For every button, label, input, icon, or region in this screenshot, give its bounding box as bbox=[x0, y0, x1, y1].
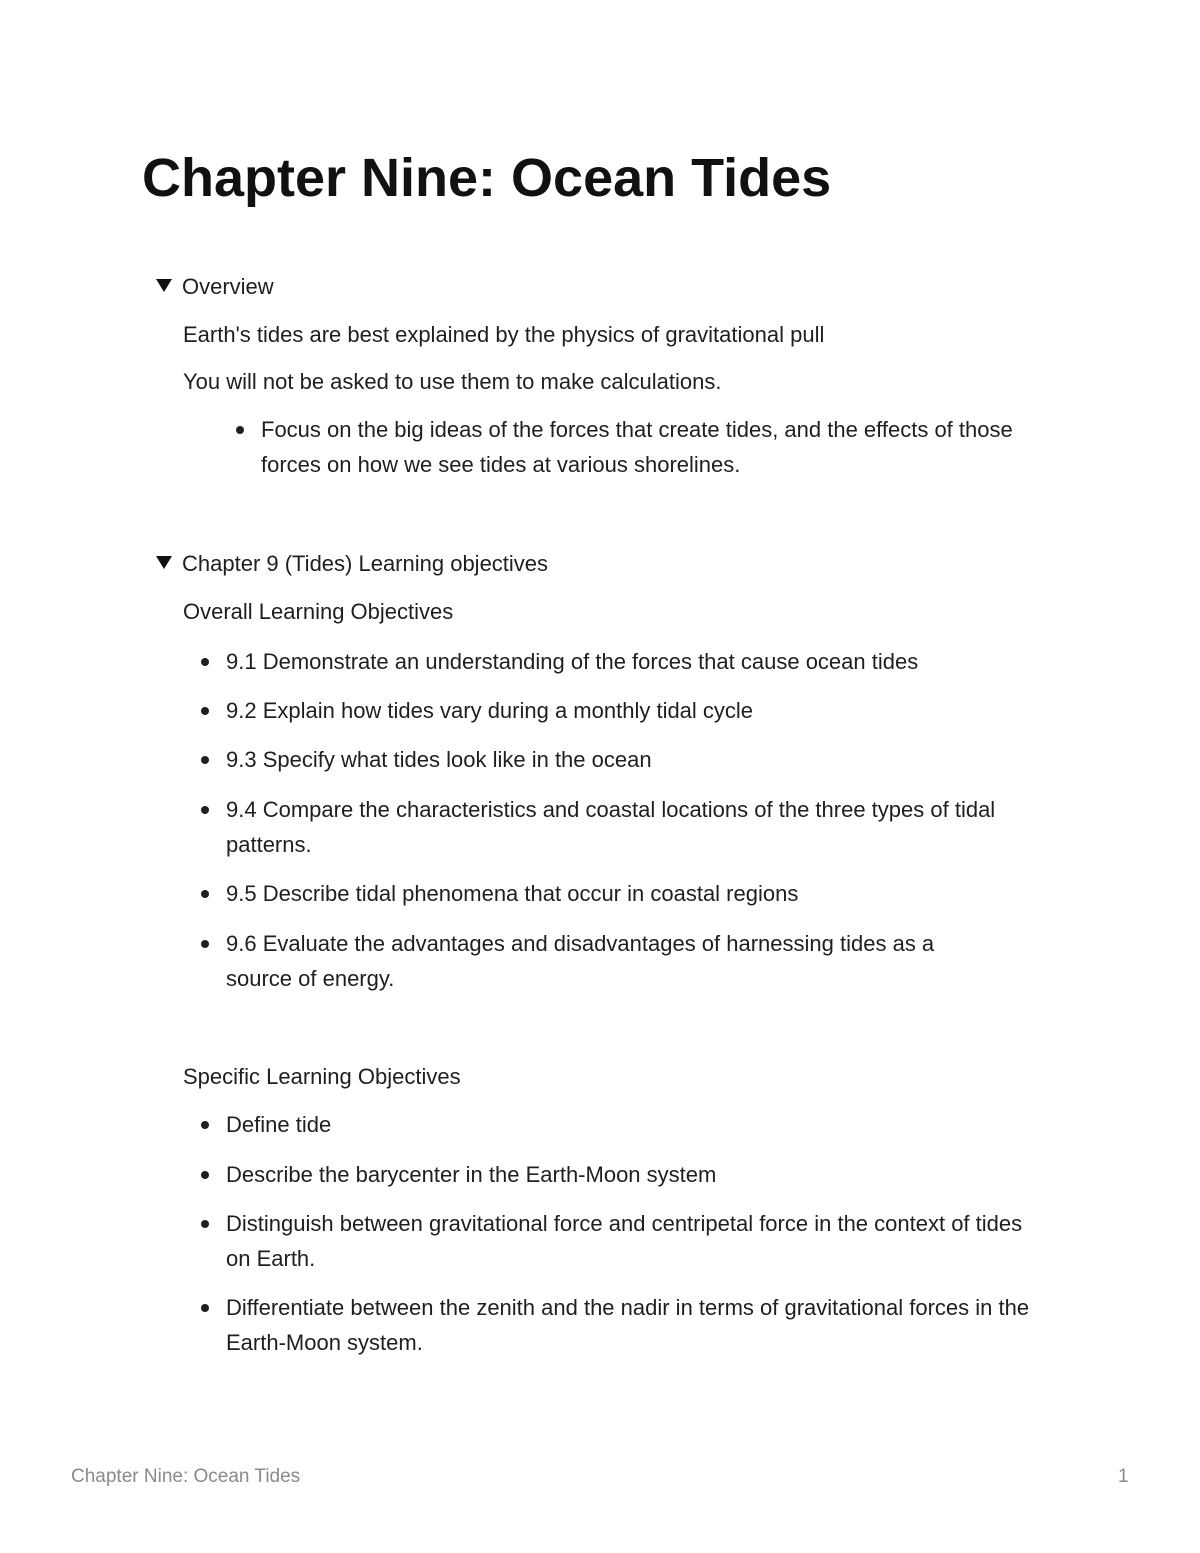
overview-paragraph-2: You will not be asked to use them to make calculations. bbox=[183, 369, 722, 394]
list-item: 9.6 Evaluate the advantages and disadvantages of harnessing tides as a source of energy. bbox=[226, 926, 1006, 996]
list-item: Focus on the big ideas of the forces that create tides, and the effects of those forces on how we see tides at various shorelines. bbox=[261, 412, 1041, 482]
list-item: 9.3 Specify what tides look like in the ocean bbox=[226, 742, 1076, 777]
bullet-icon bbox=[201, 1220, 209, 1228]
bullet-icon bbox=[201, 1121, 209, 1129]
toggle-learning-objectives[interactable] bbox=[156, 549, 548, 579]
bullet-icon bbox=[201, 756, 209, 764]
bullet-icon bbox=[201, 940, 209, 948]
footer-document-title: Chapter Nine: Ocean Tides bbox=[71, 1466, 301, 1487]
list-item: Define tide bbox=[226, 1107, 1076, 1142]
list-item: 9.2 Explain how tides vary during a monthly tidal cycle bbox=[226, 693, 1076, 728]
triangle-down-icon[interactable] bbox=[156, 279, 172, 292]
toggle-overview[interactable] bbox=[156, 272, 274, 302]
bullet-icon bbox=[201, 658, 209, 666]
footer-page-number: 1 bbox=[1118, 1466, 1129, 1487]
triangle-down-icon[interactable] bbox=[156, 556, 172, 569]
specific-objectives-heading: Specific Learning Objectives bbox=[183, 1064, 461, 1089]
list-item: 9.5 Describe tidal phenomena that occur in coastal regions bbox=[226, 876, 1076, 911]
bullet-icon bbox=[236, 426, 244, 434]
bullet-icon bbox=[201, 806, 209, 814]
overview-paragraph-1: Earth's tides are best explained by the physics of gravitational pull bbox=[183, 322, 825, 347]
list-item: 9.4 Compare the characteristics and coastal locations of the three types of tidal patterns. bbox=[226, 792, 1061, 862]
bullet-icon bbox=[201, 1304, 209, 1312]
toggle-overview-label: Overview bbox=[182, 274, 274, 299]
bullet-icon bbox=[201, 707, 209, 715]
bullet-icon bbox=[201, 1171, 209, 1179]
list-item: Describe the barycenter in the Earth-Moon system bbox=[226, 1157, 1076, 1192]
overall-objectives-heading: Overall Learning Objectives bbox=[183, 599, 454, 624]
page-title: Chapter Nine: Ocean Tides bbox=[142, 148, 832, 208]
toggle-learning-objectives-label: Chapter 9 (Tides) Learning objectives bbox=[182, 551, 549, 576]
bullet-icon bbox=[201, 890, 209, 898]
list-item: Differentiate between the zenith and the nadir in terms of gravitational forces in the Earth-Moon system. bbox=[226, 1290, 1061, 1360]
list-item: 9.1 Demonstrate an understanding of the forces that cause ocean tides bbox=[226, 644, 1076, 679]
list-item: Distinguish between gravitational force and centripetal force in the context of tides on Earth. bbox=[226, 1206, 1046, 1276]
